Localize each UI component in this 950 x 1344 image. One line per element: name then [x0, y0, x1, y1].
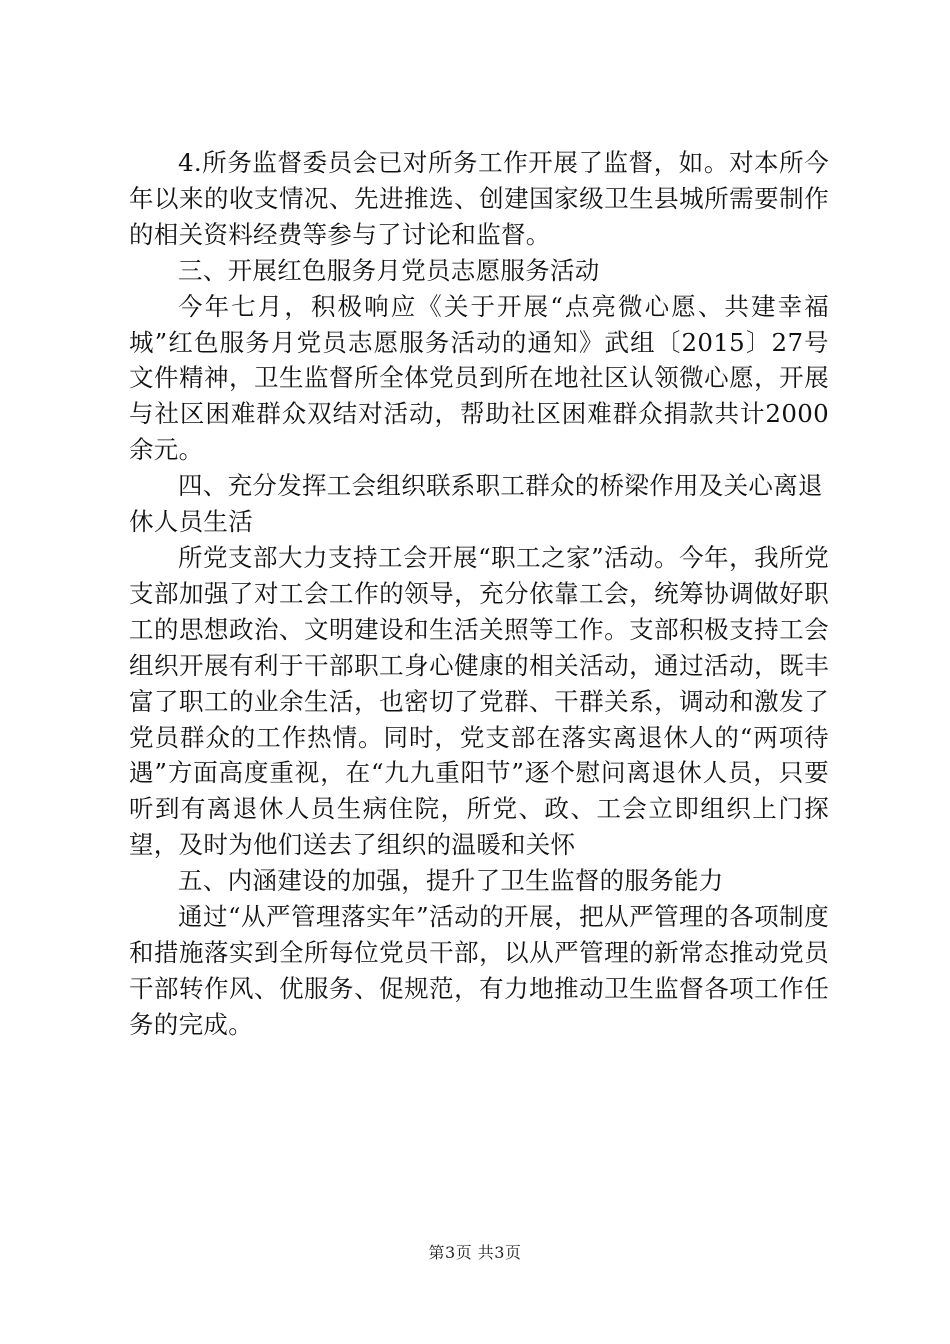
page-number-footer: 第3页 共3页	[428, 1243, 522, 1262]
section-heading-trade-union: 四、充分发挥工会组织联系职工群众的桥梁作用及关心离退休人员生活	[129, 471, 823, 537]
section-heading-red-service-month: 三、开展红色服务月党员志愿服务活动	[178, 255, 600, 285]
document-body	[129, 145, 829, 1043]
section-heading-capacity-building: 五、内涵建设的加强，提升了卫生监督的服务能力	[178, 866, 724, 896]
paragraph-supervision-committee: 4.所务监督委员会已对所务工作开展了监督，如。对本所今年以来的收支情况、先进推选、创建国家级卫生县城所需要制作的相关资料经费等参与了讨论和监督。	[129, 148, 829, 249]
paragraph-workers-home: 所党支部大力支持工会开展“职工之家”活动。今年，我所党支部加强了对工会工作的领导，充分依靠工会，统筹协调做好职工的思想政治、文明建设和生活关照等工作。支部积极支持工会组织开展有利于干部职工身心健康的相关活动，通过活动，既丰富了职工的业余生活，也密切了党群、干群关系，调动和激发了党员群众的工作热情。同时，党支部在落实离退休人的“两项待遇”方面高度重视，在“九九重阳节”逐个慰问离退休人员，只要听到有离退休人员生病住院，所党、政、工会立即组织上门探望，及时为他们送去了组织的温暖和关怀	[129, 542, 829, 860]
paragraph-strict-management: 通过“从严管理落实年”活动的开展，把从严管理的各项制度和措施落实到全所每位党员干部，以从严管理的新常态推动党员干部转作风、优服务、促规范，有力地推动卫生监督各项工作任务的完成。	[129, 902, 829, 1039]
paragraph-volunteer-activity: 今年七月，积极响应《关于开展“点亮微心愿、共建幸福城”红色服务月党员志愿服务活动的通知》武组〔2015〕27号文件精神，卫生监督所全体党员到所在地社区认领微心愿，开展与社区困难群众双结对活动，帮助社区困难群众捐款共计2000余元。	[129, 291, 829, 465]
